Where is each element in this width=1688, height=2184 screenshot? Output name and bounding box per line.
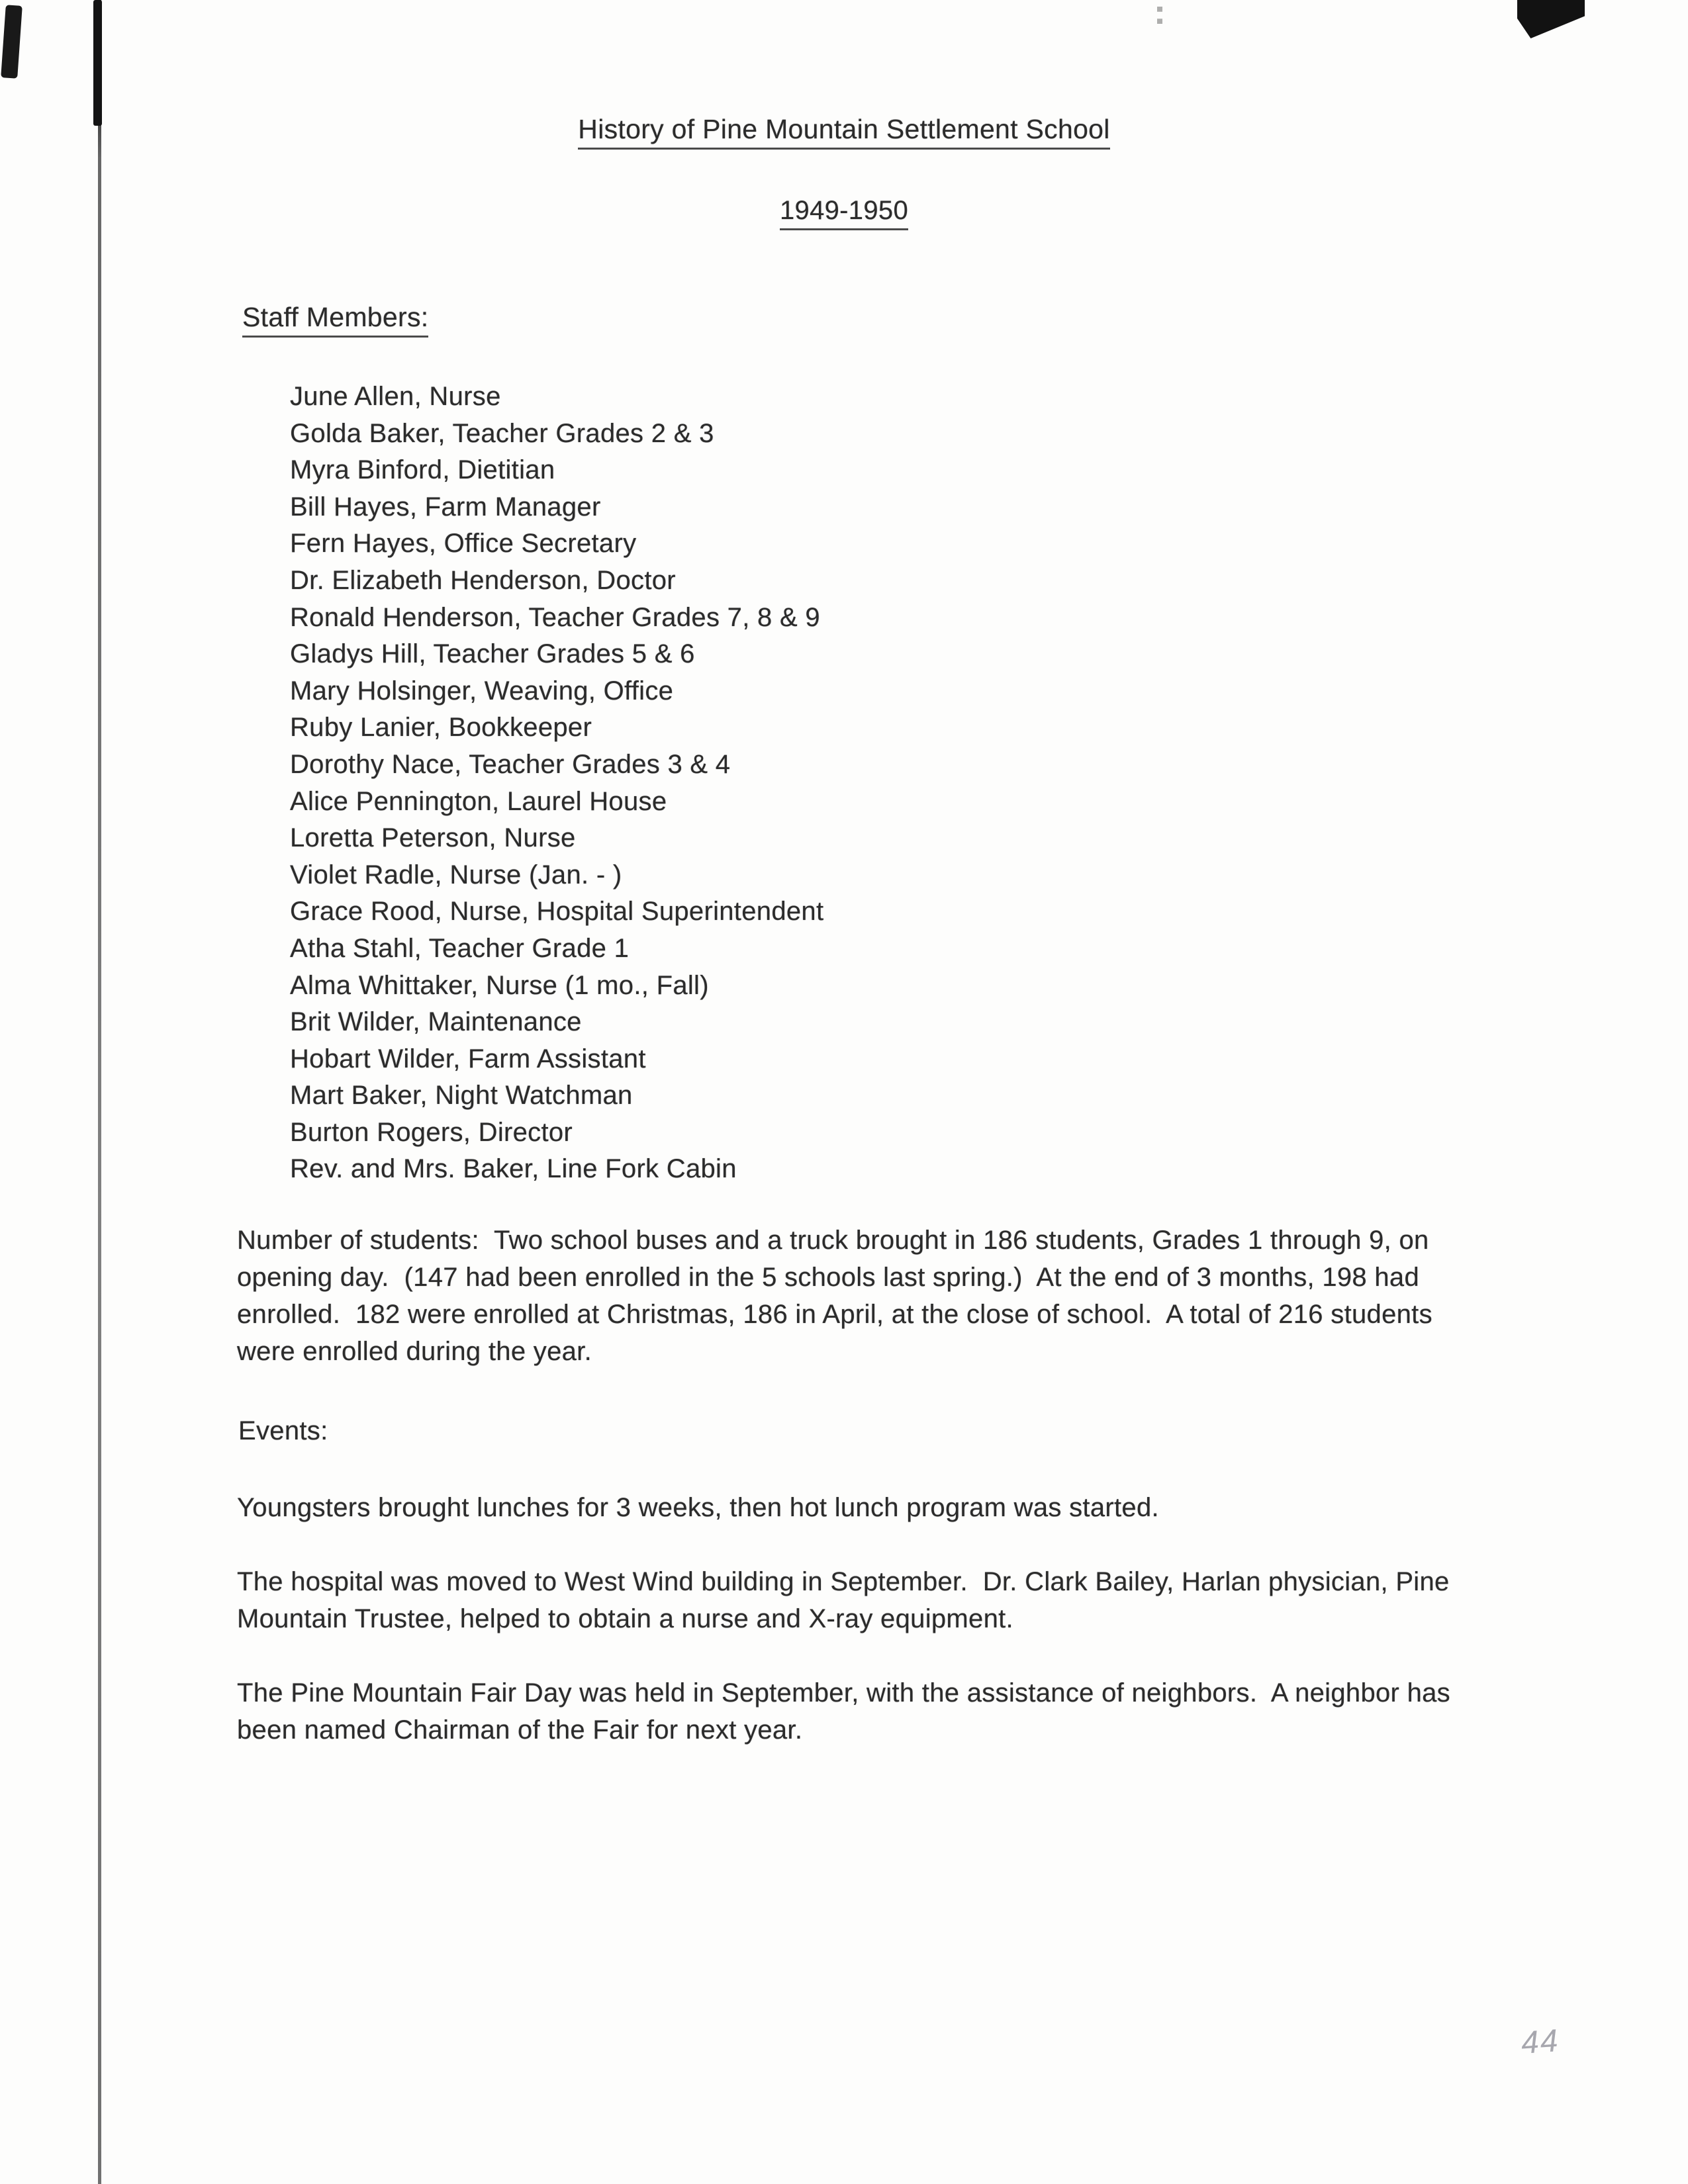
staff-members-list <box>290 379 823 1188</box>
page-title: History of Pine Mountain Settlement School <box>578 114 1109 150</box>
event-paragraph-fair-day: The Pine Mountain Fair Day was held in September, with the assistance of neighbors. A neighbor has been named Chairman of the Fair for next year. <box>237 1678 1458 1745</box>
staff-heading-row <box>242 302 428 333</box>
staff-member-item: Alma Whittaker, Nurse (1 mo., Fall) <box>290 970 709 1000</box>
handwritten-page-number: 44 <box>1520 2023 1561 2061</box>
staff-members-heading: Staff Members: <box>242 302 428 338</box>
scan-artifact-left-edge-line <box>98 0 101 2184</box>
events-heading: Events: <box>238 1416 328 1445</box>
event-paragraph-hospital: The hospital was moved to West Wind building in September. Dr. Clark Bailey, Harlan physician, Pine Mountain Trustee, helped to obtain a nurse and X-ray equipment. <box>237 1567 1458 1633</box>
scan-artifact-top-left-blob <box>1 5 23 78</box>
staff-member-item: Atha Stahl, Teacher Grade 1 <box>290 933 630 963</box>
staff-member-item: Rev. and Mrs. Baker, Line Fork Cabin <box>290 1154 737 1184</box>
staff-member-item: Fern Hayes, Office Secretary <box>290 529 637 559</box>
students-paragraph: Number of students: Two school buses and a truck brought in 186 students, Grades 1 through 9, on opening day. (147 had been enrolled in the 5 schools last spring.) At the end of 3 months, 198 had enrolled. 182 were enrolled at Christmas, 186 in April, at the close of school. A total of 216 students were enrolled during the year. <box>237 1226 1440 1366</box>
staff-member-item: Loretta Peterson, Nurse <box>290 823 576 853</box>
document-title-row <box>0 114 1688 145</box>
page-subtitle: 1949-1950 <box>780 196 908 230</box>
staff-member-item: Myra Binford, Dietitian <box>290 455 555 485</box>
staff-member-item: Mart Baker, Night Watchman <box>290 1081 633 1111</box>
staff-member-item: Brit Wilder, Maintenance <box>290 1007 582 1037</box>
event-paragraph-lunches: Youngsters brought lunches for 3 weeks, then hot lunch program was started. <box>237 1493 1159 1522</box>
staff-member-item: Ruby Lanier, Bookkeeper <box>290 713 592 743</box>
staff-member-item: Dorothy Nace, Teacher Grades 3 & 4 <box>290 749 731 779</box>
scan-artifact-top-right-wedge <box>1517 0 1585 38</box>
scan-artifact-left-edge-top <box>93 0 102 126</box>
staff-member-item: Gladys Hill, Teacher Grades 5 & 6 <box>290 639 695 669</box>
staff-member-item: Bill Hayes, Farm Manager <box>290 492 601 522</box>
staff-member-item: Violet Radle, Nurse (Jan. - ) <box>290 860 622 889</box>
staff-member-item: Golda Baker, Teacher Grades 2 & 3 <box>290 418 714 448</box>
staff-member-item: Dr. Elizabeth Henderson, Doctor <box>290 565 676 595</box>
document-subtitle-row <box>0 196 1688 226</box>
staff-member-item: Mary Holsinger, Weaving, Office <box>290 676 674 705</box>
staff-member-item: June Allen, Nurse <box>290 382 501 411</box>
staff-member-item: Alice Pennington, Laurel House <box>290 786 667 816</box>
scan-artifact-small-mark <box>1157 7 1162 24</box>
staff-member-item: Hobart Wilder, Farm Assistant <box>290 1044 646 1073</box>
staff-member-item: Ronald Henderson, Teacher Grades 7, 8 & 9 <box>290 602 820 632</box>
staff-member-item: Burton Rogers, Director <box>290 1117 573 1147</box>
staff-member-item: Grace Rood, Nurse, Hospital Superintendent <box>290 897 824 927</box>
